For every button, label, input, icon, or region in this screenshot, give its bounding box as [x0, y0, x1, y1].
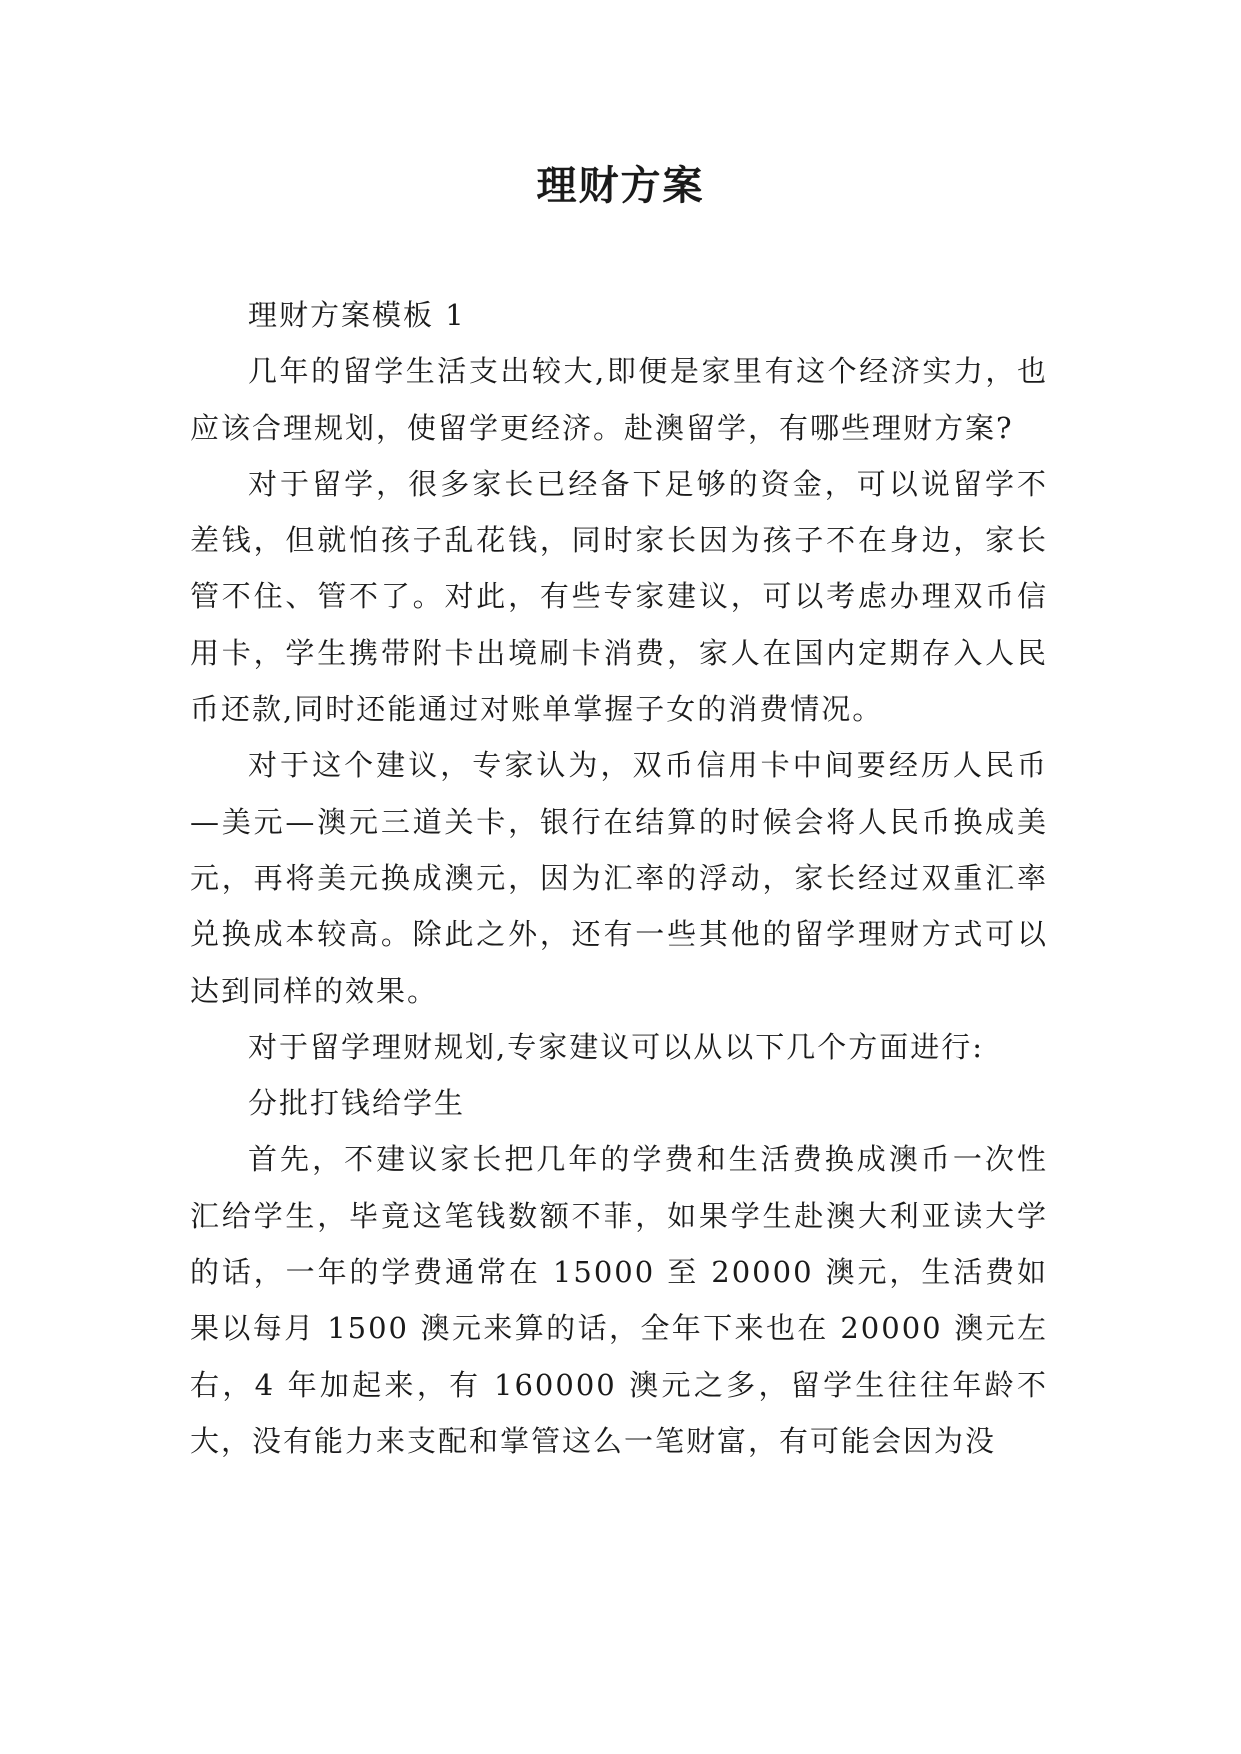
paragraph-batch-transfer: 首先，不建议家长把几年的学费和生活费换成澳币一次性汇给学生，毕竟这笔钱数额不菲，如果学生赴澳大利亚读大学的话，一年的学费通常在 15000 至 20000 澳元，生活费如果以每月 1500 澳元来算的话，全年下来也在 20000 澳元左右，4 年加起来，有 160000 澳元之多，留学生往往年龄不大，没有能力来支配和掌管这么一笔财富，有可能会因为没: [190, 1142, 1048, 1458]
paragraph-exchange-rate: 对于这个建议，专家认为，双币信用卡中间要经历人民币—美元—澳元三道关卡，银行在结算的时候会将人民币换成美元，再将美元换成澳元，因为汇率的浮动，家长经过双重汇率兑换成本较高。除此之外，还有一些其他的留学理财方式可以达到同样的效果。: [190, 748, 1048, 1008]
paragraph-intro: 几年的留学生活支出较大,即便是家里有这个经济实力，也应该合理规划，使留学更经济。赴澳留学，有哪些理财方案?: [190, 354, 1048, 445]
document-body: [190, 287, 1048, 1469]
paragraph-planning-aspects: 对于留学理财规划,专家建议可以从以下几个方面进行:: [248, 1029, 984, 1064]
document-title: 理财方案: [536, 162, 705, 209]
section-heading-batch-transfer: 分批打钱给学生: [248, 1086, 466, 1121]
paragraph-credit-card: 对于留学，很多家长已经备下足够的资金，可以说留学不差钱，但就怕孩子乱花钱，同时家长因为孩子不在身边，家长管不住、管不了。对此，有些专家建议，可以考虑办理双币信用卡，学生携带附卡出境刷卡消费，家人在国内定期存入人民币还款,同时还能通过对账单掌握子女的消费情况。: [190, 466, 1048, 727]
paragraph-template-heading: 理财方案模板 1: [248, 298, 466, 332]
